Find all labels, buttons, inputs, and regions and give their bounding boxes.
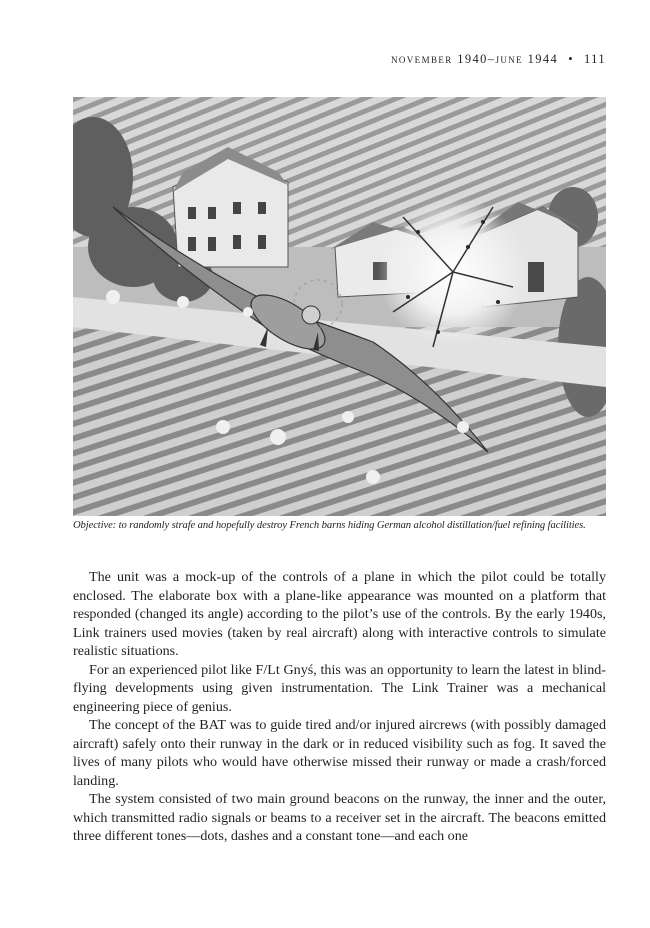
illustration-spitfire-strafing-barns [73,97,606,516]
page-number: 111 [583,52,606,66]
figure-caption: Objective: to randomly strafe and hopefully destroy French barns hiding German alcohol distillation/fuel refining facilities. [73,520,586,531]
paragraph: The system consisted of two main ground beacons on the runway, the inner and the outer, which transmitted radio signals or beams to a receiver set in the aircraft. The beacons emitted three different tones—dots, dashes and a constant tone—and each one [73,791,606,844]
paragraph: For an experienced pilot like F/Lt Gnyś, this was an opportunity to learn the latest in blind-flying developments using given instrumentation. The Link Trainer was a mechanical engineering piece of genius. [73,661,606,715]
paragraph: The concept of the BAT was to guide tired and/or injured aircrews (with possibly damaged aircraft) safely onto their runway in the dark or in reduced visibility such as fog. It saved the lives of many pilots who would have otherwise missed their runway or made a crash/forced landing. [73,717,606,789]
body-text [73,568,606,846]
running-head [391,52,606,67]
running-title: november 1940–june 1944 [390,52,559,66]
header-separator: • [568,52,574,66]
explosion [378,197,528,347]
paragraph: The unit was a mock-up of the controls of a plane in which the pilot could be totally enclosed. The elaborate box with a plane-like appearance was mounted on a platform that responded (changed its angle) according to the pilot’s use of the controls. By the early 1940s, Link trainers used movies (taken by real aircraft) along with interactive controls to simulate realistic situations. [73,569,606,659]
